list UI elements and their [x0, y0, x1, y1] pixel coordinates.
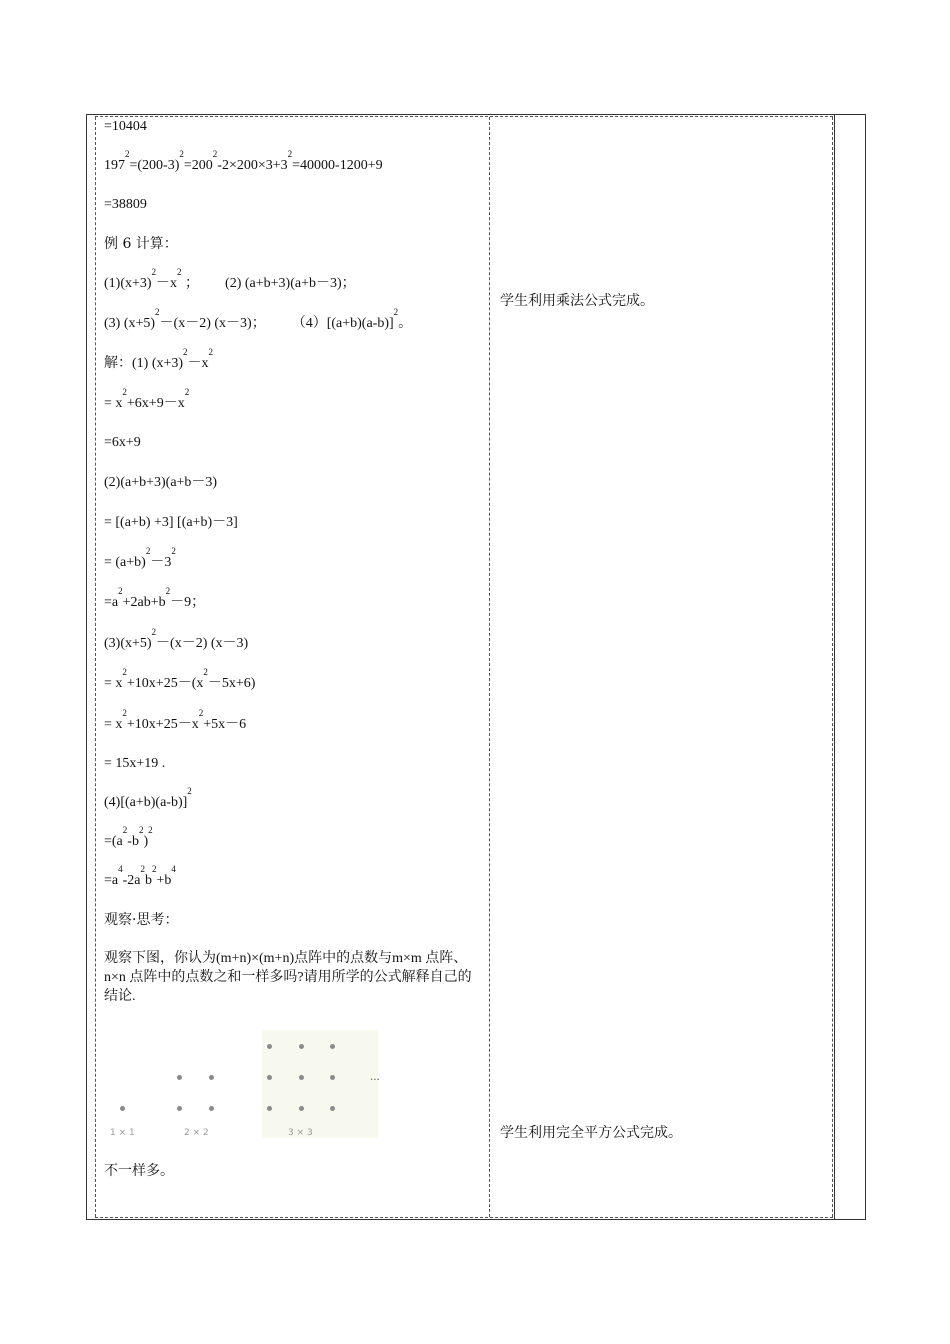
problems-3-4: (3) $(x+5)^2-(x-2)$ (x－3)； $(4)[(a+b)(a-b)]^2$。 — [104, 307, 413, 331]
column-divider — [834, 114, 835, 1220]
dot-array-figure — [102, 1026, 402, 1146]
solution-4-start: $(4)[(a+b)(a-b)]^2$ — [104, 786, 192, 810]
example-6-title: 例 6 计算： — [104, 236, 178, 252]
line-197-squared: $197^2=(200-3)^2=200^2-2\times 200\times 3+3^2=40000-1200+9$ — [104, 149, 383, 173]
solution-4-step: $=(a^2-b^2)^2$ — [104, 825, 153, 849]
dot — [267, 1106, 272, 1111]
cell-border-left — [95, 117, 96, 1217]
label-3x3: 3 × 3 — [288, 1128, 313, 1138]
remark-2: 学生利用完全平方公式完成。 — [500, 1125, 682, 1141]
cell-border-top — [95, 116, 833, 117]
dot — [177, 1075, 182, 1080]
solution-2-step-2: = $(a+b)^2-3^2$ — [104, 546, 176, 570]
dot — [330, 1106, 335, 1111]
label-1x1: 1 × 1 — [110, 1128, 135, 1138]
solution-1-start: 解：(1) $(x+3)^2-x^2$ — [104, 347, 214, 371]
dot — [120, 1106, 125, 1111]
solution-2-result: $=a^2+2ab+b^2-9$； — [104, 586, 206, 610]
observe-question: 观察下图，你认为(m+n)×(m+n)点阵中的点数与m×m 点阵、n×n 点阵中的点数之和一样多吗?请用所学的公式解释自己的结论. — [104, 951, 472, 1004]
dot — [299, 1075, 304, 1080]
observe-title: 观察·思考： — [104, 912, 179, 928]
line-38809: =38809 — [104, 197, 147, 212]
dot — [299, 1044, 304, 1049]
dot — [177, 1106, 182, 1111]
answer-text: 不一样多。 — [104, 1163, 174, 1179]
ellipsis: ... — [370, 1068, 380, 1083]
line-10404: =10404 — [104, 119, 147, 134]
dot — [299, 1106, 304, 1111]
figure-background — [262, 1030, 378, 1138]
problems-1-2: $(1)(x+3)^2-x^2$ ； (2) (a+b+3)(a+b－3)； — [104, 267, 356, 291]
label-2x2: 2 × 2 — [184, 1128, 209, 1138]
dot — [330, 1044, 335, 1049]
solution-3-step-1: = $x^2+10x+25-(x^2-5x+6)$ — [104, 667, 256, 691]
dot — [267, 1044, 272, 1049]
dot — [330, 1075, 335, 1080]
solution-3-step-2: = $x^2+10x+25-x^2+5x-6$ — [104, 708, 247, 732]
solution-2-start: (2)(a+b+3)(a+b－3) — [104, 475, 218, 490]
solution-3-start: $(3)(x+5)^2-(x-2)$ (x－3) — [104, 627, 249, 651]
lesson-table — [86, 114, 866, 1220]
solution-1-result: =6x+9 — [104, 435, 141, 450]
solution-1-step: = $x^2+6x+9-x^2$ — [104, 387, 190, 411]
dot — [209, 1075, 214, 1080]
cell-border-right — [832, 117, 833, 1217]
cell-border-bottom — [95, 1217, 833, 1218]
solution-3-result: = 15x+19 . — [104, 756, 166, 771]
cell-border-middle — [489, 117, 490, 1217]
dot — [267, 1075, 272, 1080]
solution-4-result: $=a^4-2a^2b^2+b^4$ — [104, 864, 176, 888]
solution-2-step-1: = [(a+b) +3] [(a+b)－3] — [104, 515, 238, 530]
dot — [209, 1106, 214, 1111]
remark-1: 学生利用乘法公式完成。 — [500, 293, 654, 309]
